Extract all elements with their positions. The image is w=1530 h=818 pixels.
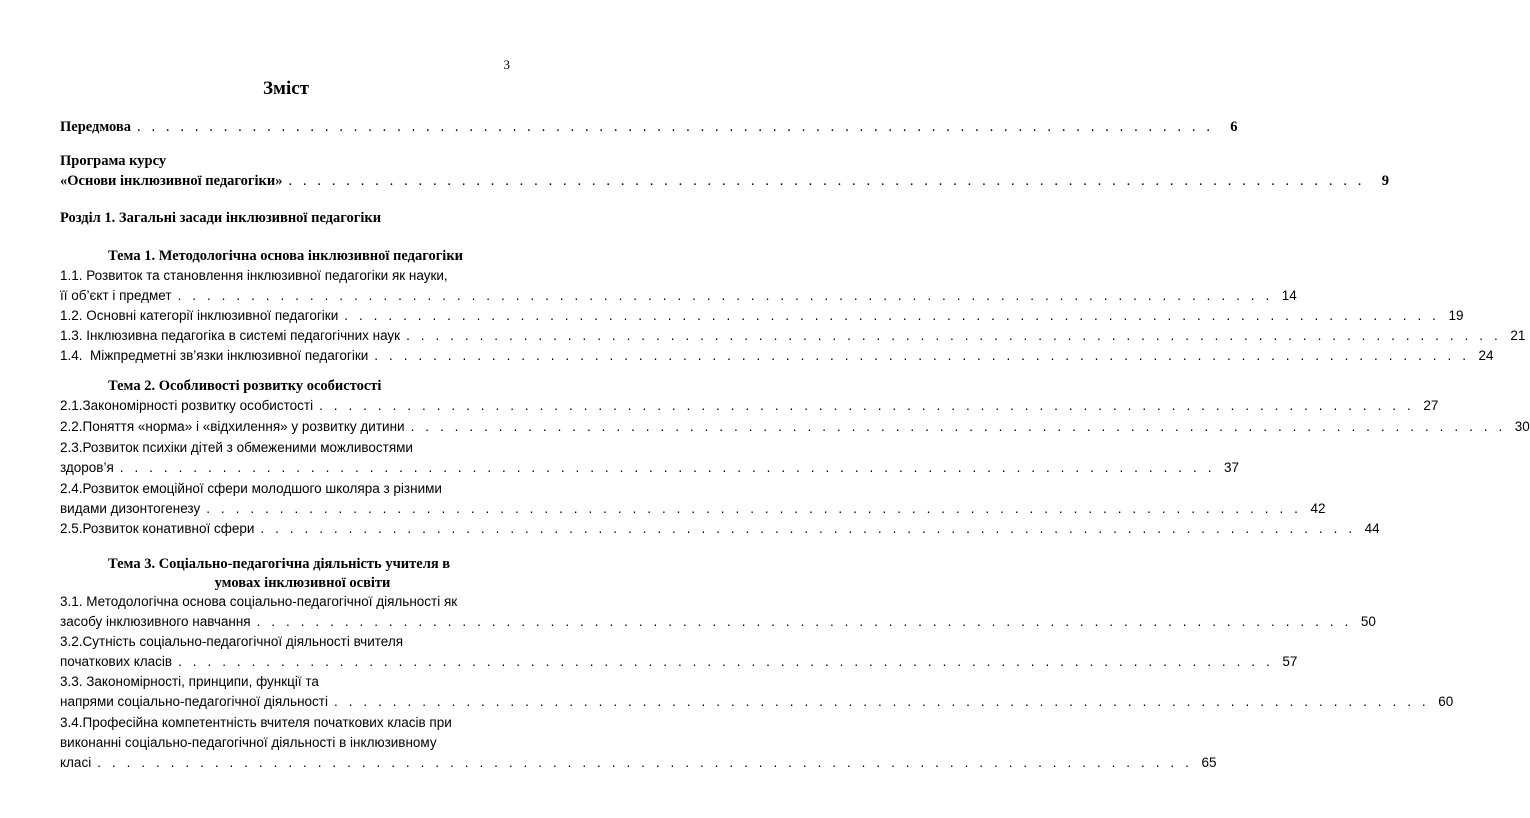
toc-leader-dots: . . . . . . . . . . . . . . . . . . . . . . . . . . . . . . . . . . . . . . . . . . . . . . . . . . . . . . . . . . . . . . . . . . . . . . . . . . . — [374, 348, 1470, 363]
toc-entry-label: здоров’я — [60, 460, 114, 475]
toc-page-number: 27 — [1423, 398, 1439, 413]
theme-heading: Тема 2. Особливості розвитку особистості — [108, 378, 382, 394]
toc-leader-dots: . . . . . . . . . . . . . . . . . . . . . . . . . . . . . . . . . . . . . . . . . . . . . . . . . . . . . . . . . . . . . . . . . . . . . . . . . . . — [177, 288, 1273, 303]
toc-page-number: 60 — [1438, 694, 1454, 709]
toc-entry-2-4-line1[interactable]: 2.4.Розвиток емоційної сфери молодшого школяра з різними — [60, 481, 442, 496]
toc-entry-2-3[interactable] — [60, 457, 1240, 479]
theme-heading-line2: умовах інклюзивної освіти — [214, 575, 391, 591]
toc-page-number: 37 — [1224, 460, 1240, 475]
toc-entry-preface[interactable] — [60, 116, 1238, 138]
toc-entry-label: початкових класів — [60, 654, 173, 669]
toc-page-number: 19 — [1448, 308, 1464, 323]
toc-entry-label: 2.2.Поняття «норма» і «відхилення» у розвитку дитини — [60, 419, 405, 434]
toc-leader-dots: . . . . . . . . . . . . . . . . . . . . . . . . . . . . . . . . . . . . . . . . . . . . . . . . . . . . . . . . . . . . . . . . . . . . . . . . . . . — [97, 755, 1193, 770]
toc-page-number: 21 — [1510, 328, 1526, 343]
toc-page-number: 42 — [1310, 501, 1326, 516]
toc-page-number: 30 — [1514, 419, 1530, 434]
toc-entry-3-2-line1[interactable]: 3.2.Сутність соціально-педагогічної діяльності вчителя — [60, 634, 404, 649]
toc-entry-label: «Основи інклюзивної педагогіки» — [60, 173, 283, 189]
toc-entry-label: Передмова — [60, 119, 132, 135]
toc-entry-2-1[interactable] — [60, 395, 1439, 417]
toc-entry-1-2[interactable] — [60, 305, 1464, 327]
toc-entry-label: засобу інклюзивного навчання — [60, 614, 251, 629]
theme-heading: Тема 1. Методологічна основа інклюзивної педагогіки — [108, 248, 464, 264]
toc-entry-2-2[interactable] — [60, 416, 1530, 438]
toc-entry-3-1[interactable] — [60, 611, 1376, 633]
toc-leader-dots: . . . . . . . . . . . . . . . . . . . . . . . . . . . . . . . . . . . . . . . . . . . . . . . . . . . . . . . . . . . . . . . . . . . . . . . . . . . — [256, 614, 1352, 629]
toc-entry-3-4[interactable] — [60, 752, 1217, 774]
toc-leader-dots: . . . . . . . . . . . . . . . . . . . . . . . . . . . . . . . . . . . . . . . . . . . . . . . . . . . . . . . . . . . . . . . . . . . . . . . . . . . — [137, 119, 1214, 135]
toc-entry-1-3[interactable] — [60, 325, 1526, 347]
toc-entry-3-4-line2[interactable]: виконанні соціально-педагогічної діяльності в інклюзивному — [60, 735, 437, 750]
theme-heading-line1: Тема 3. Соціально-педагогічна діяльність учителя в — [108, 556, 451, 572]
toc-page-number: 6 — [1230, 119, 1238, 135]
section-heading: Розділ 1. Загальні засади інклюзивної педагогіки — [60, 210, 382, 226]
toc-entry-3-3[interactable] — [60, 691, 1454, 713]
toc-page-number: 14 — [1281, 288, 1297, 303]
toc-leader-dots: . . . . . . . . . . . . . . . . . . . . . . . . . . . . . . . . . . . . . . . . . . . . . . . . . . . . . . . . . . . . . . . . . . . . . . . . . . . — [406, 328, 1502, 343]
toc-page-number: 57 — [1282, 654, 1298, 669]
toc-leader-dots: . . . . . . . . . . . . . . . . . . . . . . . . . . . . . . . . . . . . . . . . . . . . . . . . . . . . . . . . . . . . . . . . . . . . . . . . . . . — [206, 501, 1302, 516]
toc-entry-label: 2.5.Розвиток конативної сфери — [60, 521, 255, 536]
toc-entry-label: її об’єкт і предмет — [60, 288, 172, 303]
toc-entry-label: напрями соціально-педагогічної діяльності — [60, 694, 328, 709]
toc-entry-1-1-line1[interactable]: 1.1. Розвиток та становлення інклюзивної педагогіки як науки, — [60, 268, 448, 283]
toc-page-number: 44 — [1364, 521, 1380, 536]
toc-entry-3-1-line1[interactable]: 3.1. Методологічна основа соціально-педагогічної діяльності як — [60, 594, 458, 609]
toc-entry-3-3-line1[interactable]: 3.3. Закономірності, принципи, функції та — [60, 674, 319, 689]
toc-entry-program-line1[interactable]: Програма курсу — [60, 153, 167, 169]
toc-entry-3-2[interactable] — [60, 651, 1298, 673]
toc-leader-dots: . . . . . . . . . . . . . . . . . . . . . . . . . . . . . . . . . . . . . . . . . . . . . . . . . . . . . . . . . . . . . . . . . . . . . . . . . . . — [288, 173, 1366, 189]
toc-entry-1-1[interactable] — [60, 285, 1297, 307]
page-number: 3 — [503, 57, 510, 72]
toc-entry-label: 1.2. Основні категорії інклюзивної педагогіки — [60, 308, 339, 323]
page-title: Зміст — [262, 78, 309, 99]
toc-page-number: 50 — [1360, 614, 1376, 629]
toc-entry-program[interactable] — [60, 170, 1390, 192]
toc-leader-dots: . . . . . . . . . . . . . . . . . . . . . . . . . . . . . . . . . . . . . . . . . . . . . . . . . . . . . . . . . . . . . . . . . . . . . . . . . . . — [119, 460, 1216, 475]
toc-entry-1-4[interactable] — [60, 345, 1494, 367]
toc-page-number: 65 — [1201, 755, 1217, 770]
toc-entry-label: 2.1.Закономірності розвитку особистості — [60, 398, 314, 413]
toc-entry-2-3-line1[interactable]: 2.3.Розвиток психіки дітей з обмеженими можливостями — [60, 440, 413, 455]
toc-entry-label: видами дизонтогенезу — [60, 501, 201, 516]
toc-leader-dots: . . . . . . . . . . . . . . . . . . . . . . . . . . . . . . . . . . . . . . . . . . . . . . . . . . . . . . . . . . . . . . . . . . . . . . . . . . . — [334, 694, 1430, 709]
toc-entry-2-4[interactable] — [60, 498, 1326, 520]
toc-page-number: 9 — [1381, 173, 1390, 189]
toc-entry-label: класі — [60, 755, 92, 770]
toc-page-number: 24 — [1478, 348, 1494, 363]
toc-leader-dots: . . . . . . . . . . . . . . . . . . . . . . . . . . . . . . . . . . . . . . . . . . . . . . . . . . . . . . . . . . . . . . . . . . . . . . . . . . . — [319, 398, 1415, 413]
toc-leader-dots: . . . . . . . . . . . . . . . . . . . . . . . . . . . . . . . . . . . . . . . . . . . . . . . . . . . . . . . . . . . . . . . . . . . . . . . . . . . — [344, 308, 1440, 323]
toc-entry-label: 1.3. Інклюзивна педагогіка в системі педагогічних наук — [60, 328, 401, 343]
toc-leader-dots: . . . . . . . . . . . . . . . . . . . . . . . . . . . . . . . . . . . . . . . . . . . . . . . . . . . . . . . . . . . . . . . . . . . . . . . . . . . — [178, 654, 1274, 669]
toc-entry-label: 1.4. Міжпредметні зв’язки інклюзивної педагогіки — [60, 348, 369, 363]
toc-entry-3-4-line1[interactable]: 3.4.Професійна компетентність вчителя початкових класів при — [60, 715, 452, 730]
toc-entry-2-5[interactable] — [60, 518, 1380, 540]
toc-leader-dots: . . . . . . . . . . . . . . . . . . . . . . . . . . . . . . . . . . . . . . . . . . . . . . . . . . . . . . . . . . . . . . . . . . . . . . . . . . . — [260, 521, 1356, 536]
toc-leader-dots: . . . . . . . . . . . . . . . . . . . . . . . . . . . . . . . . . . . . . . . . . . . . . . . . . . . . . . . . . . . . . . . . . . . . . . . . . . . — [410, 419, 1506, 434]
